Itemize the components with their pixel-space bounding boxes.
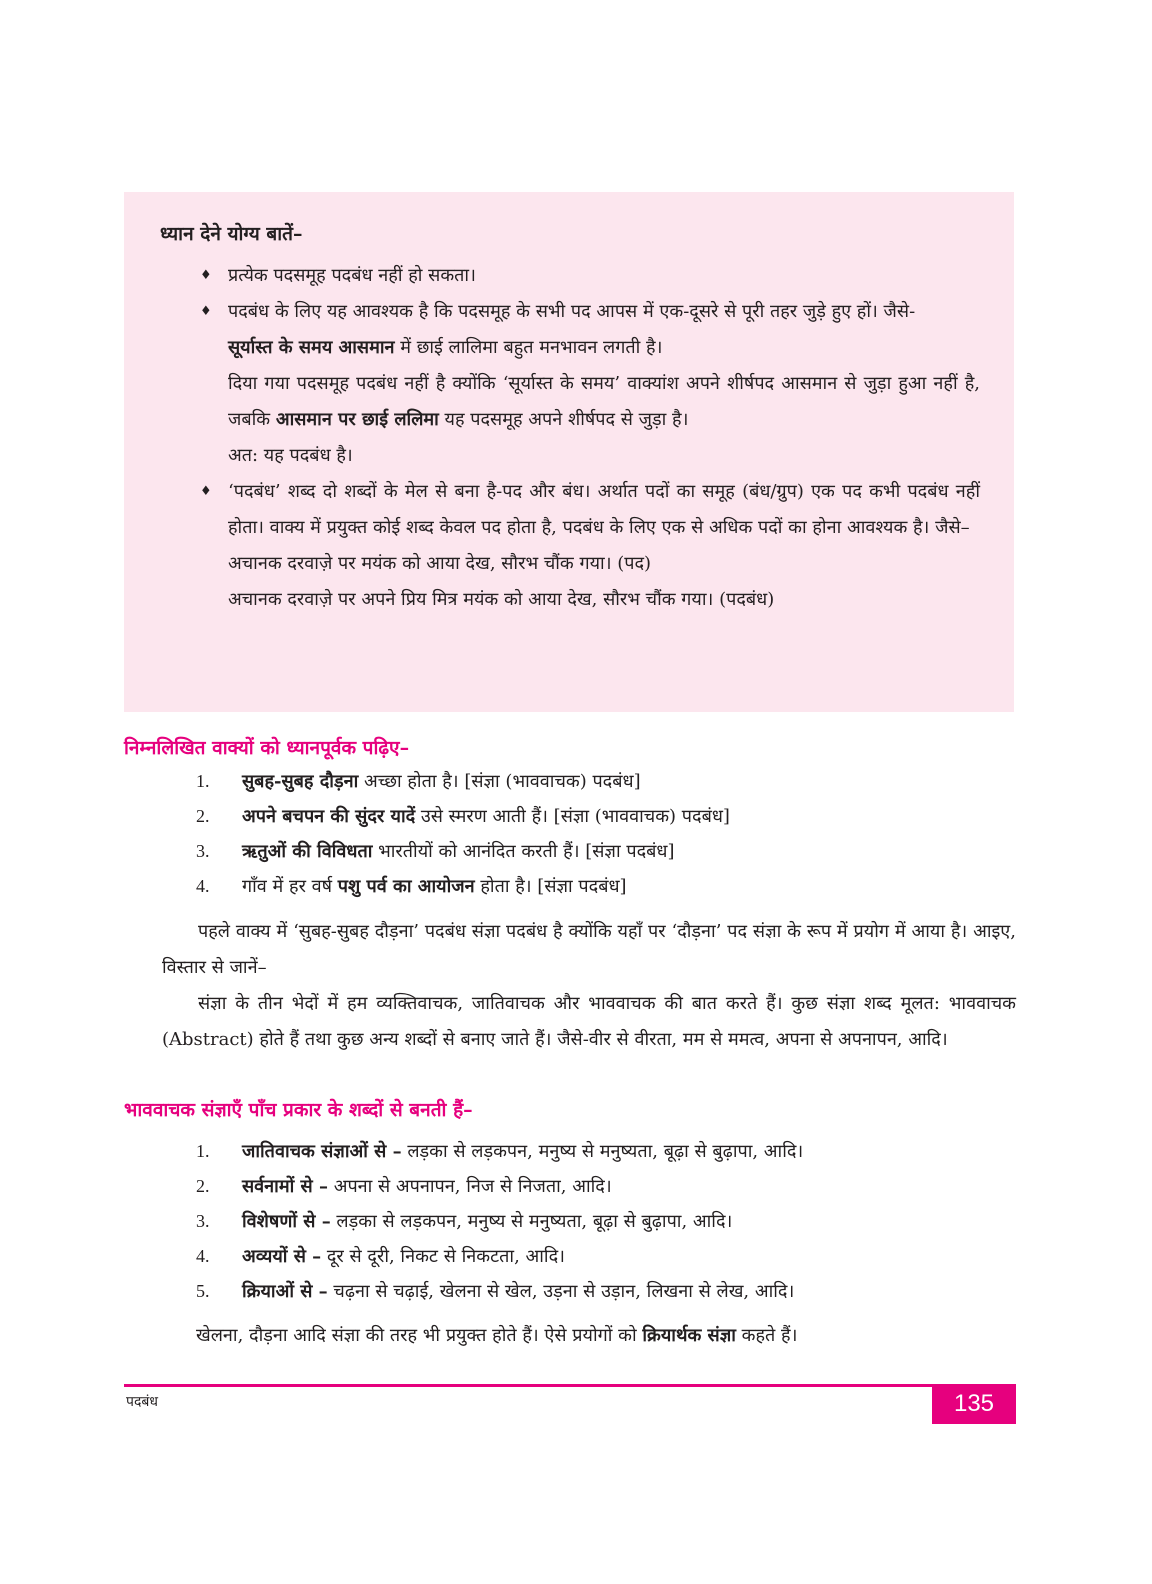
- example-list-1: [196, 764, 1016, 904]
- explanation: दिया गया पदसमूह पदबंध नहीं है क्योंकि ‘सूर्यास्त के समय’ वाक्यांश अपने शीर्षपद आसमान से जुड़ा हुआ नहीं है, जबकि आसमान पर छाई ललिमा यह पदसमूह अपने शीर्षपद से जुड़ा है।: [228, 373, 980, 430]
- bullet-text: प्रत्येक पदसमूह पदबंध नहीं हो सकता।: [228, 265, 476, 286]
- list-item: 1. सुबह-सुबह दौड़ना अच्छा होता है। [संज्ञा (भाववाचक) पदबंध]: [196, 771, 641, 792]
- note-bullet-3: [160, 474, 980, 618]
- bullet-text: पदबंध के लिए यह आवश्यक है कि पदसमूह के सभी पद आपस में एक-दूसरे से पूरी तहर जुड़े हुए हों। जैसे-: [228, 301, 916, 322]
- list-item: 5. क्रियाओं से – चढ़ना से चढ़ाई, खेलना से खेल, उड़ना से उड़ान, लिखना से लेख, आदि।: [196, 1281, 795, 1302]
- example-sentence: अचानक दरवाज़े पर अपने प्रिय मित्र मयंक को आया देख, सौरभ चौंक गया। (पदबंध): [228, 589, 775, 610]
- list-item: 2. अपने बचपन की सुंदर यादें उसे स्मरण आती हैं। [संज्ञा (भाववाचक) पदबंध]: [196, 806, 730, 827]
- example-phrase: आसमान पर छाई ललिमा: [275, 409, 439, 430]
- note-bullet-2: [160, 294, 980, 474]
- note-box: [124, 192, 1014, 712]
- list-item: 4. अव्ययों से – दूर से दूरी, निकट से निकटता, आदि।: [196, 1246, 565, 1267]
- example-phrase: सूर्यास्त के समय आसमान: [228, 337, 395, 358]
- diamond-bullet-icon: ♦: [200, 268, 212, 283]
- example-list-2: [196, 1134, 1016, 1309]
- conclusion: अत: यह पदबंध है।: [228, 445, 353, 466]
- note-bullet-1: [160, 258, 980, 294]
- bullet-text: ‘पदबंध’ शब्द दो शब्दों के मेल से बना है-पद और बंध। अर्थात पदों का समूह (बंध/ग्रुप) एक पद कभी पदबंध नहीं होता। वाक्य में प्रयुक्त कोई शब्द केवल पद होता है, पदबंध के लिए एक से अधिक पदों का होना आवश्यक है। जैसे–: [228, 481, 980, 538]
- diamond-bullet-icon: ♦: [200, 304, 212, 319]
- section-heading-1: निम्नलिखित वाक्यों को ध्यानपूर्वक पढ़िए–: [124, 737, 410, 759]
- list-item: 1. जातिवाचक संज्ञाओं से – लड़का से लड़कपन, मनुष्य से मनुष्यता, बूढ़ा से बुढ़ापा, आदि।: [196, 1141, 804, 1162]
- list-item: 3. ऋतुओं की विविधता भारतीयों को आनंदित करती हैं। [संज्ञा पदबंध]: [196, 841, 675, 862]
- example-sentence: सूर्यास्त के समय आसमान में छाई लालिमा बहुत मनभावन लगती है।: [228, 337, 663, 358]
- list-item: 2. सर्वनामों से – अपना से अपनापन, निज से निजता, आदि।: [196, 1176, 612, 1197]
- example-sentence: अचानक दरवाज़े पर मयंक को आया देख, सौरभ चौंक गया। (पद): [228, 553, 652, 574]
- page-number: 135: [932, 1384, 1016, 1424]
- diamond-bullet-icon: ♦: [200, 484, 212, 499]
- list-item: 3. विशेषणों से – लड़का से लड़कपन, मनुष्य से मनुष्यता, बूढ़ा से बुढ़ापा, आदि।: [196, 1211, 733, 1232]
- chapter-name: पदबंध: [126, 1394, 158, 1410]
- footer-divider: [124, 1384, 1016, 1387]
- list-item: 4. गाँव में हर वर्ष पशु पर्व का आयोजन होता है। [संज्ञा पदबंध]: [196, 876, 627, 897]
- key-term: क्रियार्थक संज्ञा: [642, 1325, 736, 1346]
- closing-paragraph: खेलना, दौड़ना आदि संज्ञा की तरह भी प्रयुक्त होते हैं। ऐसे प्रयोगों को क्रियार्थक संज्ञा कहते हैं।: [196, 1325, 798, 1346]
- paragraph-2: संज्ञा के तीन भेदों में हम व्यक्तिवाचक, जातिवाचक और भाववाचक की बात करते हैं। कुछ संज्ञा शब्द मूलत: भाववाचक (Abstract) होते हैं तथा कुछ अन्य शब्दों से बनाए जाते हैं। जैसे-वीर से वीरता, मम से ममत्व, अपना से अपनापन, आदि।: [162, 993, 1016, 1050]
- section-heading-2: भाववाचक संज्ञाएँ पाँच प्रकार के शब्दों से बनती हैं–: [124, 1099, 473, 1121]
- note-title: ध्यान देने योग्य बातें–: [160, 223, 303, 245]
- paragraph-1: पहले वाक्य में ‘सुबह-सुबह दौड़ना’ पदबंध संज्ञा पदबंध है क्योंकि यहाँ पर ‘दौड़ना’ पद संज्ञा के रूप में प्रयोग में आया है। आइए, विस्तार से जानें–: [162, 921, 1016, 978]
